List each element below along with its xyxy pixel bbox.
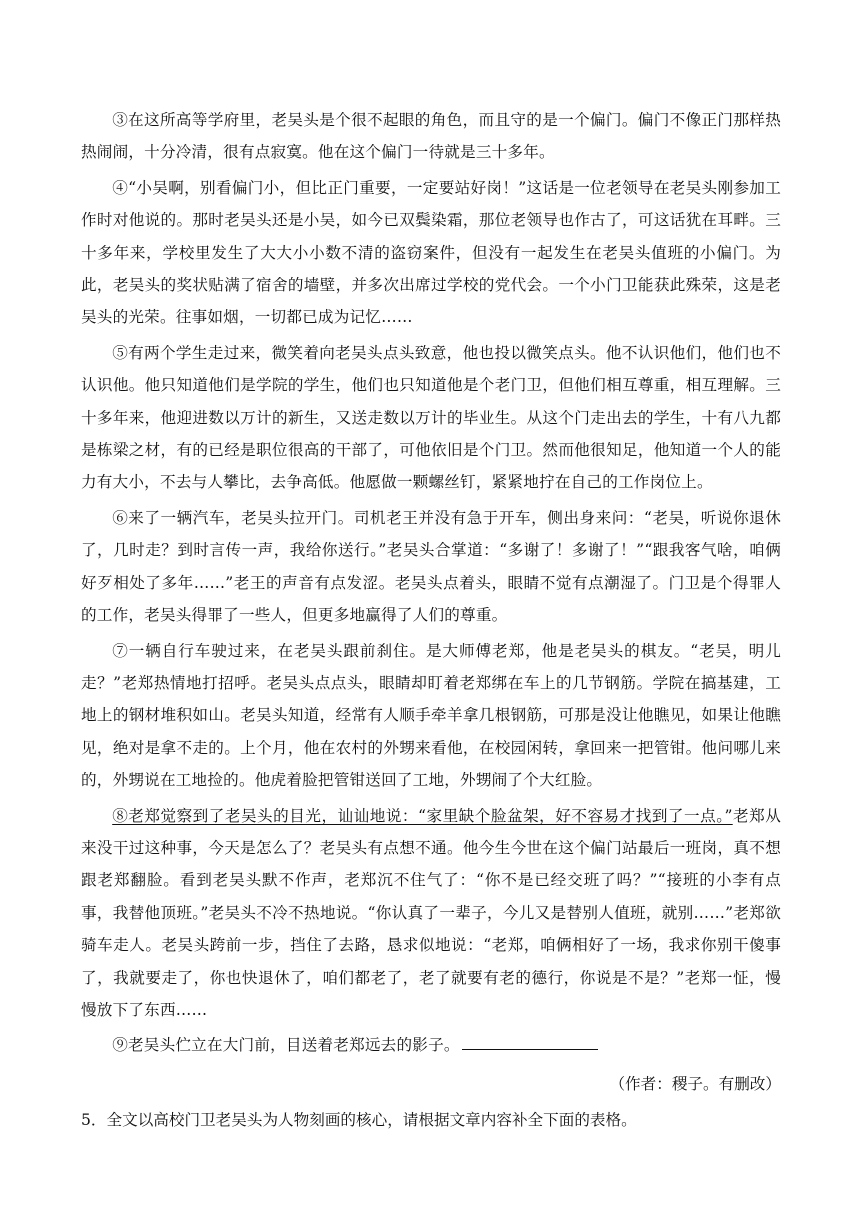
paragraph-9 bbox=[81, 1029, 781, 1061]
paragraph-8-rest: 老郑从来没干过这种事，今天是怎么了？老吴头有点想不通。他今生今世在这个偏门站最后一班岗，真不想跟老郑翻脸。看到老吴头默不作声，老郑沉不住气了：“你不是已经交班了吗？”“接班的小李有点事，我替他顶班。”老吴头不冷不热地说。“你认真了一辈子，今儿又是替别人值班，就别……”老郑欲骑车走人。老吴头跨前一步，挡住了去路，恳求似地说：“老郑，咱俩相好了一场，我求你别干傻事了，我就要走了，你也快退休了，咱们都老了，老了就要有老的德行，你说是不是？”老郑一怔，慢慢放下了东西…… bbox=[81, 806, 781, 1019]
paragraph-3: ③在这所高等学府里，老吴头是个很不起眼的角色，而且守的是一个偏门。偏门不像正门那样热热闹闹，十分冷清，很有点寂寞。他在这个偏门一待就是三十多年。 bbox=[81, 111, 781, 162]
paragraph-6: ⑥来了一辆汽车，老吴头拉开门。司机老王并没有急于开车，侧出身来问：“老吴，听说你退休了，几时走？到时言传一声，我给你送行。”老吴头合掌道：“多谢了！多谢了！”“跟我客气啥，咱俩好歹相处了多年……”老王的声音有点发涩。老吴头点着头，眼睛不觉有点潮湿了。门卫是个得罪人的工作，老吴头得罪了一些人，但更多地赢得了人们的尊重。 bbox=[81, 508, 781, 625]
article-body bbox=[81, 104, 781, 1136]
answer-blank[interactable] bbox=[462, 1033, 598, 1050]
question-5: 5．全文以高校门卫老吴头为人物刻画的核心，请根据文章内容补全下面的表格。 bbox=[81, 1110, 637, 1129]
paragraph-5: ⑤有两个学生走过来，微笑着向老吴头点头致意，他也投以微笑点头。他不认识他们，他们也不认识他。他只知道他们是学院的学生，他们也只知道他是个老门卫，但他们相互尊重，相互理解。三十多年来，他迎进数以万计的新生，又送走数以万计的毕业生。从这个门走出去的学生，十有八九都是栋梁之材，有的已经是职位很高的干部了，可他依旧是个门卫。然而他很知足，他知道一个人的能力有大小，不去与人攀比，去争高低。他愿做一颗螺丝钉，紧紧地拧在自己的工作岗位上。 bbox=[81, 343, 781, 492]
paragraph-4: ④“小吴啊，别看偏门小，但比正门重要，一定要站好岗！”这话是一位老领导在老吴头刚参加工作时对他说的。那时老吴头还是小吴，如今已双鬓染霜，那位老领导也作古了，可这话犹在耳畔。三十多年来，学校里发生了大大小小数不清的盗窃案件，但没有一起发生在老吴头值班的小偏门。为此，老吴头的奖状贴满了宿舍的墙壁，并多次出席过学校的党代会。一个小门卫能获此殊荣，这是老吴头的光荣。往事如烟，一切都已成为记忆…… bbox=[81, 178, 781, 327]
paragraph-9-text: ⑨老吴头伫立在大门前，目送着老郑远去的影子。 bbox=[112, 1036, 460, 1055]
paragraph-7: ⑦一辆自行车驶过来，在老吴头跟前刹住。是大师傅老郑，他是老吴头的棋友。“老吴，明儿走？”老郑热情地打招呼。老吴头点点头，眼睛却盯着老郑绑在车上的几节钢筋。学院在搞基建，工地上的钢材堆积如山。老吴头知道，经常有人顺手牵羊拿几根钢筋，可那是没让他瞧见，如果让他瞧见，绝对是拿不走的。上个月，他在农村的外甥来看他，在校园闲转，拿回来一把管钳。他问哪儿来的，外甥说在工地捡的。他虎着脸把管钳送回了工地，外甥闹了个大红脸。 bbox=[81, 641, 781, 790]
paragraph-8 bbox=[81, 800, 781, 1027]
author-note: （作者：稷子。有删改） bbox=[609, 1074, 781, 1093]
underlined-sentence: ⑧老郑觉察到了老吴头的目光，讪讪地说：“家里缺个脸盆架，好不容易才找到了一点。” bbox=[112, 806, 733, 825]
